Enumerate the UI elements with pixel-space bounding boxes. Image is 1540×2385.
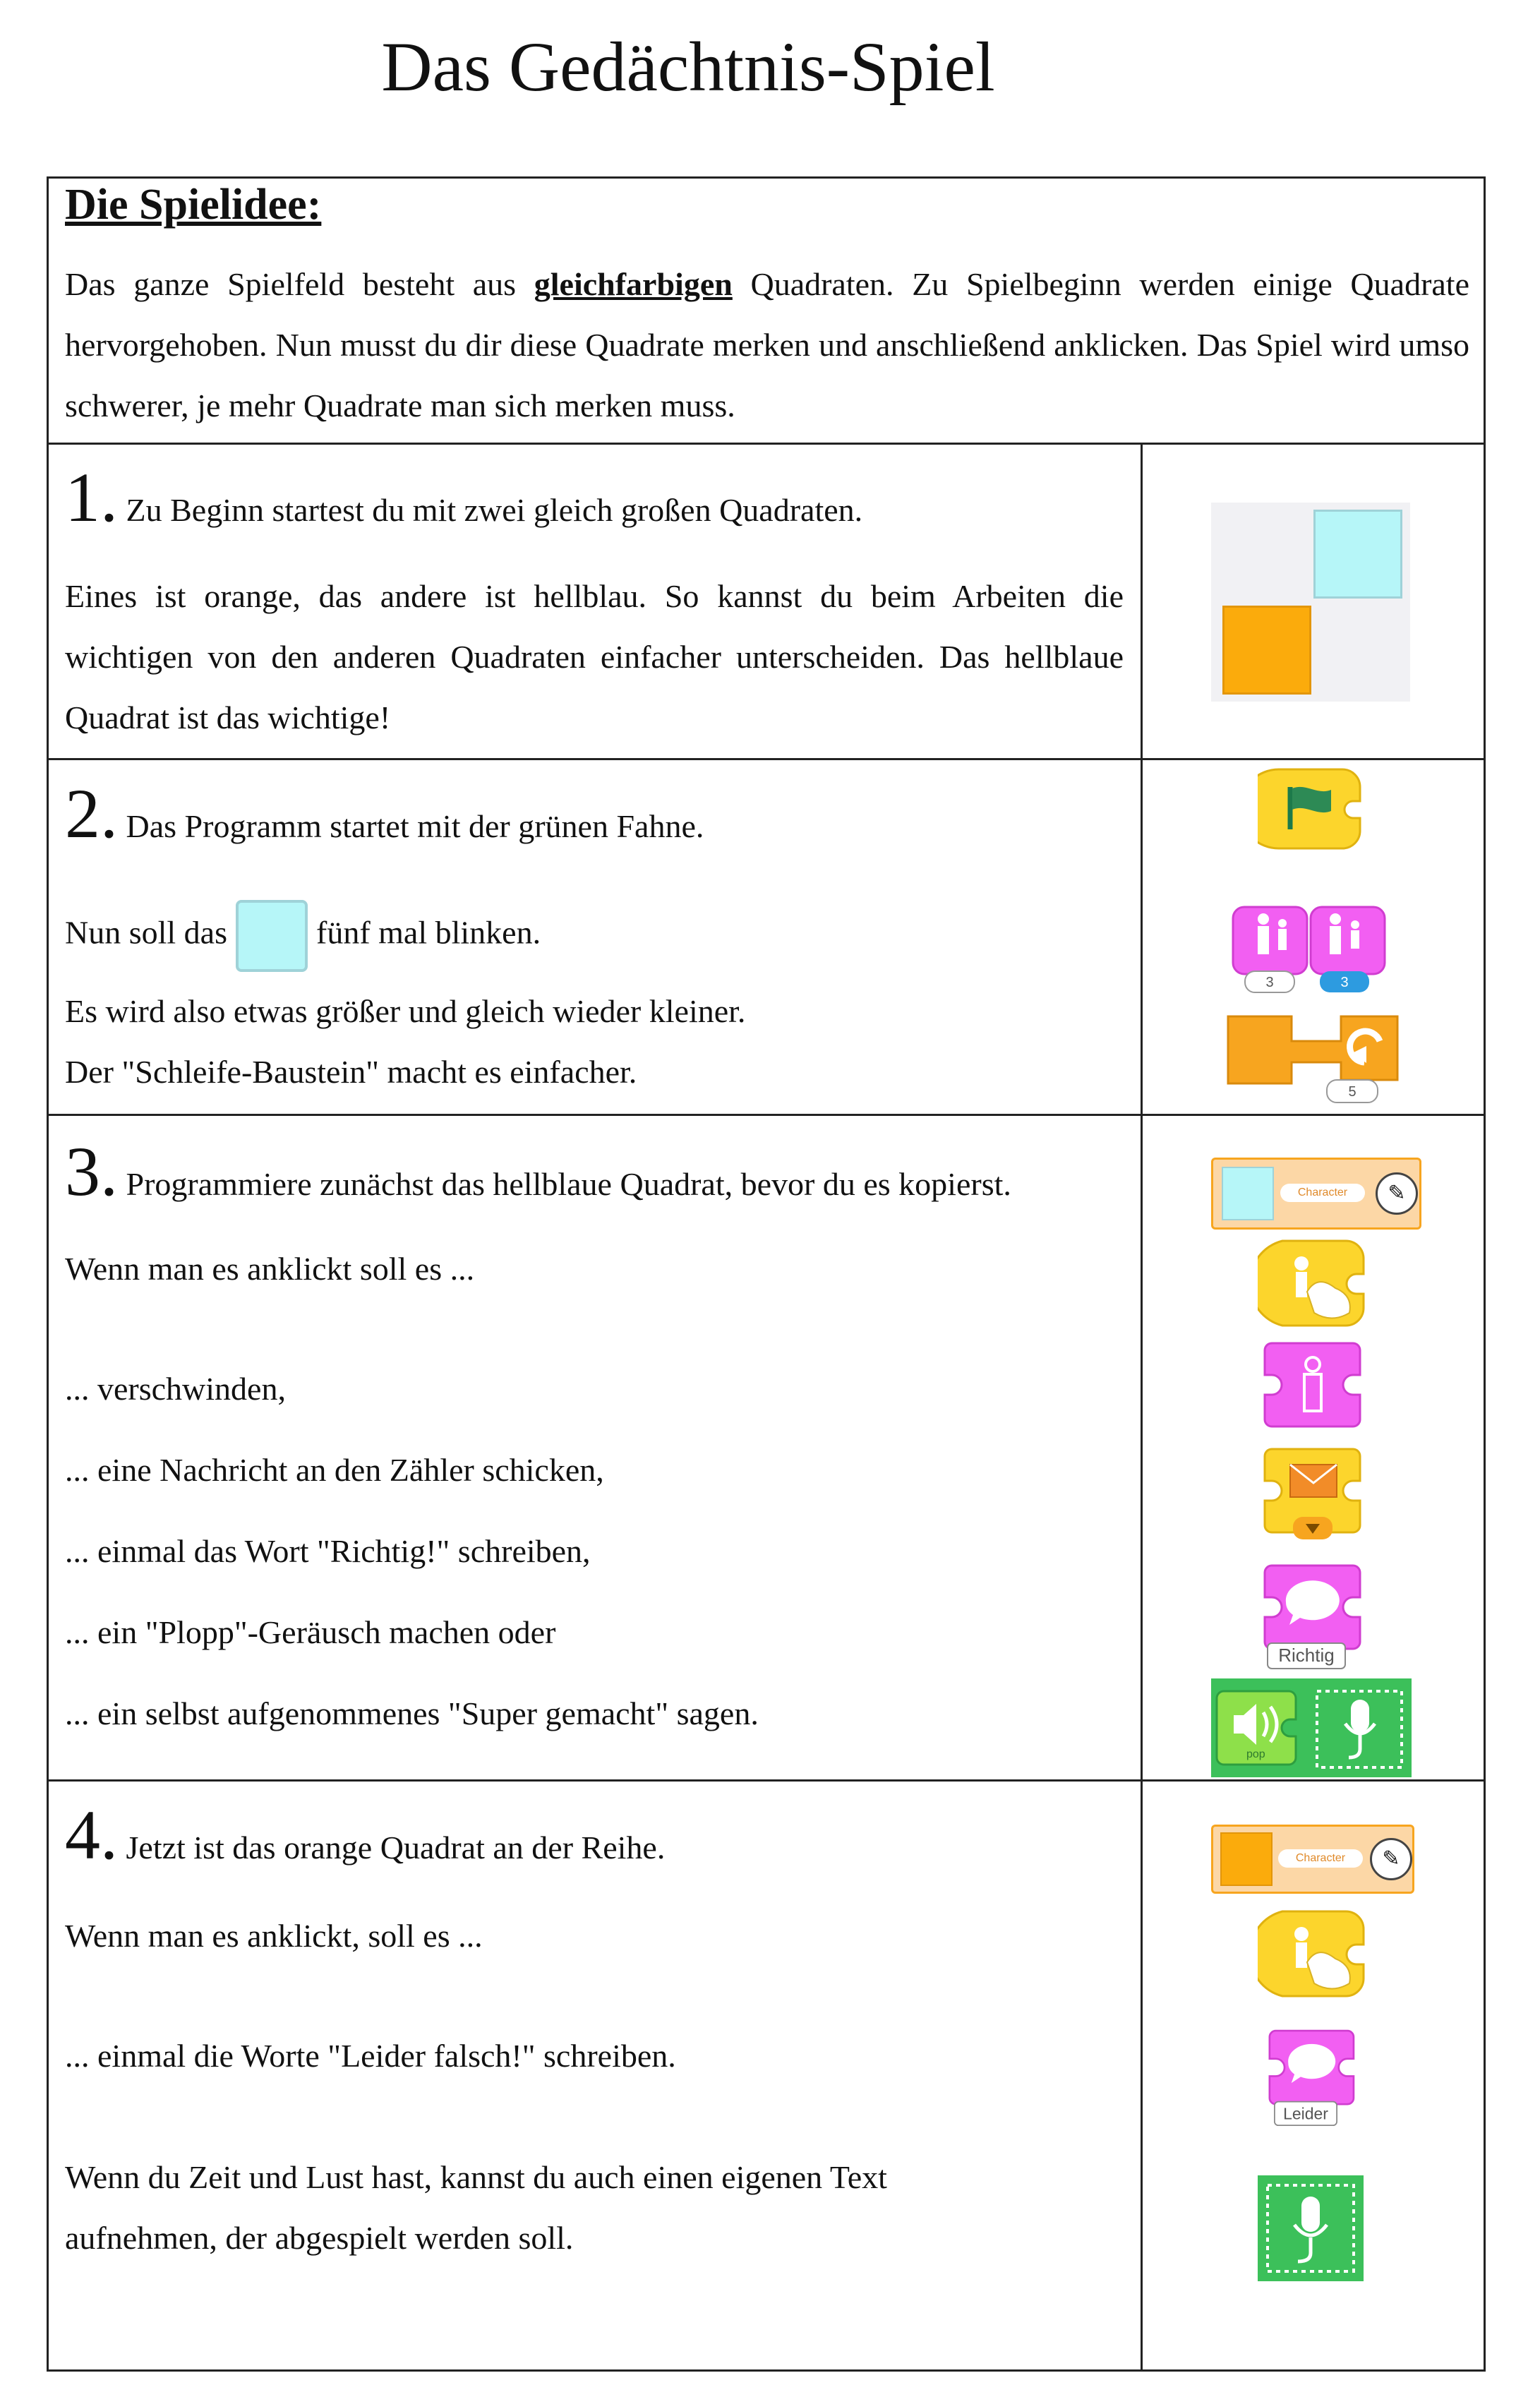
grow-shrink-blocks-icon bbox=[1229, 903, 1399, 999]
step-4-intro: Wenn man es anklickt, soll es ... bbox=[65, 1918, 483, 1954]
on-tap-block-icon bbox=[1258, 1235, 1371, 1334]
step-3-item: ... verschwinden, bbox=[65, 1371, 286, 1407]
step-4-extra: Wenn du Zeit und Lust hast, kannst du auch einen eigenen Text bbox=[65, 2159, 887, 2195]
divider bbox=[47, 443, 1486, 445]
light-blue-square bbox=[1313, 510, 1402, 599]
step-2-heading bbox=[65, 774, 704, 857]
green-flag-start-block-icon bbox=[1258, 766, 1364, 851]
step-4-extra: aufnehmen, der abgespielt werden soll. bbox=[65, 2220, 574, 2256]
step-3-intro: Wenn man es anklickt soll es ... bbox=[65, 1251, 475, 1287]
idea-keyword: gleichfarbigen bbox=[534, 266, 733, 302]
character-card-body bbox=[1211, 1825, 1414, 1894]
say-block-icon bbox=[1258, 1560, 1378, 1673]
step-lead: Programmiere zunächst das hellblaue Quadrat, bevor du es kopierst. bbox=[118, 1166, 1011, 1202]
grow-count-label: 3 bbox=[1265, 975, 1274, 990]
step-lead: Jetzt ist das orange Quadrat an der Reihe. bbox=[118, 1830, 666, 1866]
say-text-label: Richtig bbox=[1278, 1645, 1335, 1666]
character-label: Character bbox=[1280, 1184, 1365, 1202]
text-part: Nun soll das bbox=[65, 914, 227, 951]
step-3-item: ... eine Nachricht an den Zähler schicken, bbox=[65, 1452, 604, 1488]
idea-text-part: Das ganze Spielfeld besteht aus bbox=[65, 266, 534, 302]
page-title: Das Gedächtnis-Spiel bbox=[381, 28, 995, 106]
character-card-light-blue bbox=[1211, 1158, 1421, 1230]
say-block-icon bbox=[1263, 2026, 1369, 2132]
character-card-orange bbox=[1211, 1825, 1414, 1894]
column-divider bbox=[1141, 443, 1143, 2372]
divider bbox=[47, 758, 1486, 760]
repeat-loop-block-icon bbox=[1221, 1009, 1404, 1108]
step-lead: Das Programm startet mit der grünen Fahne. bbox=[118, 808, 704, 844]
step-2-line-c: Der "Schleife-Baustein" macht es einfacher. bbox=[65, 1054, 637, 1090]
step-4-item: ... einmal die Worte "Leider falsch!" schreiben. bbox=[65, 2038, 676, 2074]
step-2-line-b: Es wird also etwas größer und gleich wieder kleiner. bbox=[65, 993, 746, 1029]
record-sound-block-icon bbox=[1258, 2175, 1364, 2281]
step-3-item: ... ein selbst aufgenommenes "Super gemacht" sagen. bbox=[65, 1695, 759, 1731]
text-part: fünf mal blinken. bbox=[316, 914, 541, 951]
sound-and-record-blocks-icon bbox=[1211, 1678, 1412, 1777]
character-thumbnail bbox=[1222, 1167, 1274, 1220]
divider bbox=[47, 1114, 1486, 1116]
step-number: 2. bbox=[65, 774, 118, 853]
step-4-heading bbox=[65, 1796, 666, 1878]
shrink-count-label: 3 bbox=[1340, 975, 1349, 990]
idea-heading: Die Spielidee: bbox=[65, 181, 322, 229]
step-number: 1. bbox=[65, 458, 118, 536]
light-blue-square-icon bbox=[236, 900, 308, 972]
step-3-item: ... einmal das Wort "Richtig!" schreiben, bbox=[65, 1533, 591, 1569]
step-1-text: Eines ist orange, das andere ist hellblau. So kannst du beim Arbeiten die wichtigen von den anderen Quadraten einfacher unterscheiden. Das hellblaue Quadrat ist das wichtige! bbox=[65, 578, 1124, 735]
step-3-heading bbox=[65, 1132, 1011, 1215]
divider bbox=[47, 1779, 1486, 1782]
paint-brush-icon: ✎ bbox=[1370, 1838, 1412, 1880]
repeat-count-label: 5 bbox=[1348, 1084, 1356, 1100]
say-text-label: Leider bbox=[1283, 2104, 1328, 2123]
hide-block-icon bbox=[1258, 1338, 1371, 1436]
step-2-line-a bbox=[65, 900, 541, 972]
character-label: Character bbox=[1278, 1849, 1363, 1868]
step-lead: Zu Beginn startest du mit zwei gleich großen Quadraten. bbox=[118, 492, 863, 528]
step-number: 4. bbox=[65, 1796, 118, 1874]
character-thumbnail bbox=[1220, 1832, 1273, 1886]
step-1-heading bbox=[65, 458, 863, 541]
paint-brush-icon: ✎ bbox=[1376, 1172, 1418, 1215]
idea-text bbox=[65, 254, 1469, 436]
idea-text-part: Quadraten. Zu Spielbeginn werden einige Quadrate hervorgehoben. Nun musst du dir diese Quadrate merken und anschließend anklicken. Das Spiel wird umso schwerer, je mehr Quadrate man sich merken muss. bbox=[65, 266, 1470, 423]
orange-square bbox=[1222, 606, 1311, 695]
send-message-block-icon bbox=[1258, 1443, 1371, 1549]
sound-label: pop bbox=[1246, 1748, 1265, 1760]
step-3-item: ... ein "Plopp"-Geräusch machen oder bbox=[65, 1614, 556, 1650]
step-number: 3. bbox=[65, 1132, 118, 1210]
on-tap-block-icon bbox=[1258, 1906, 1371, 2005]
two-squares-image bbox=[1211, 503, 1410, 702]
